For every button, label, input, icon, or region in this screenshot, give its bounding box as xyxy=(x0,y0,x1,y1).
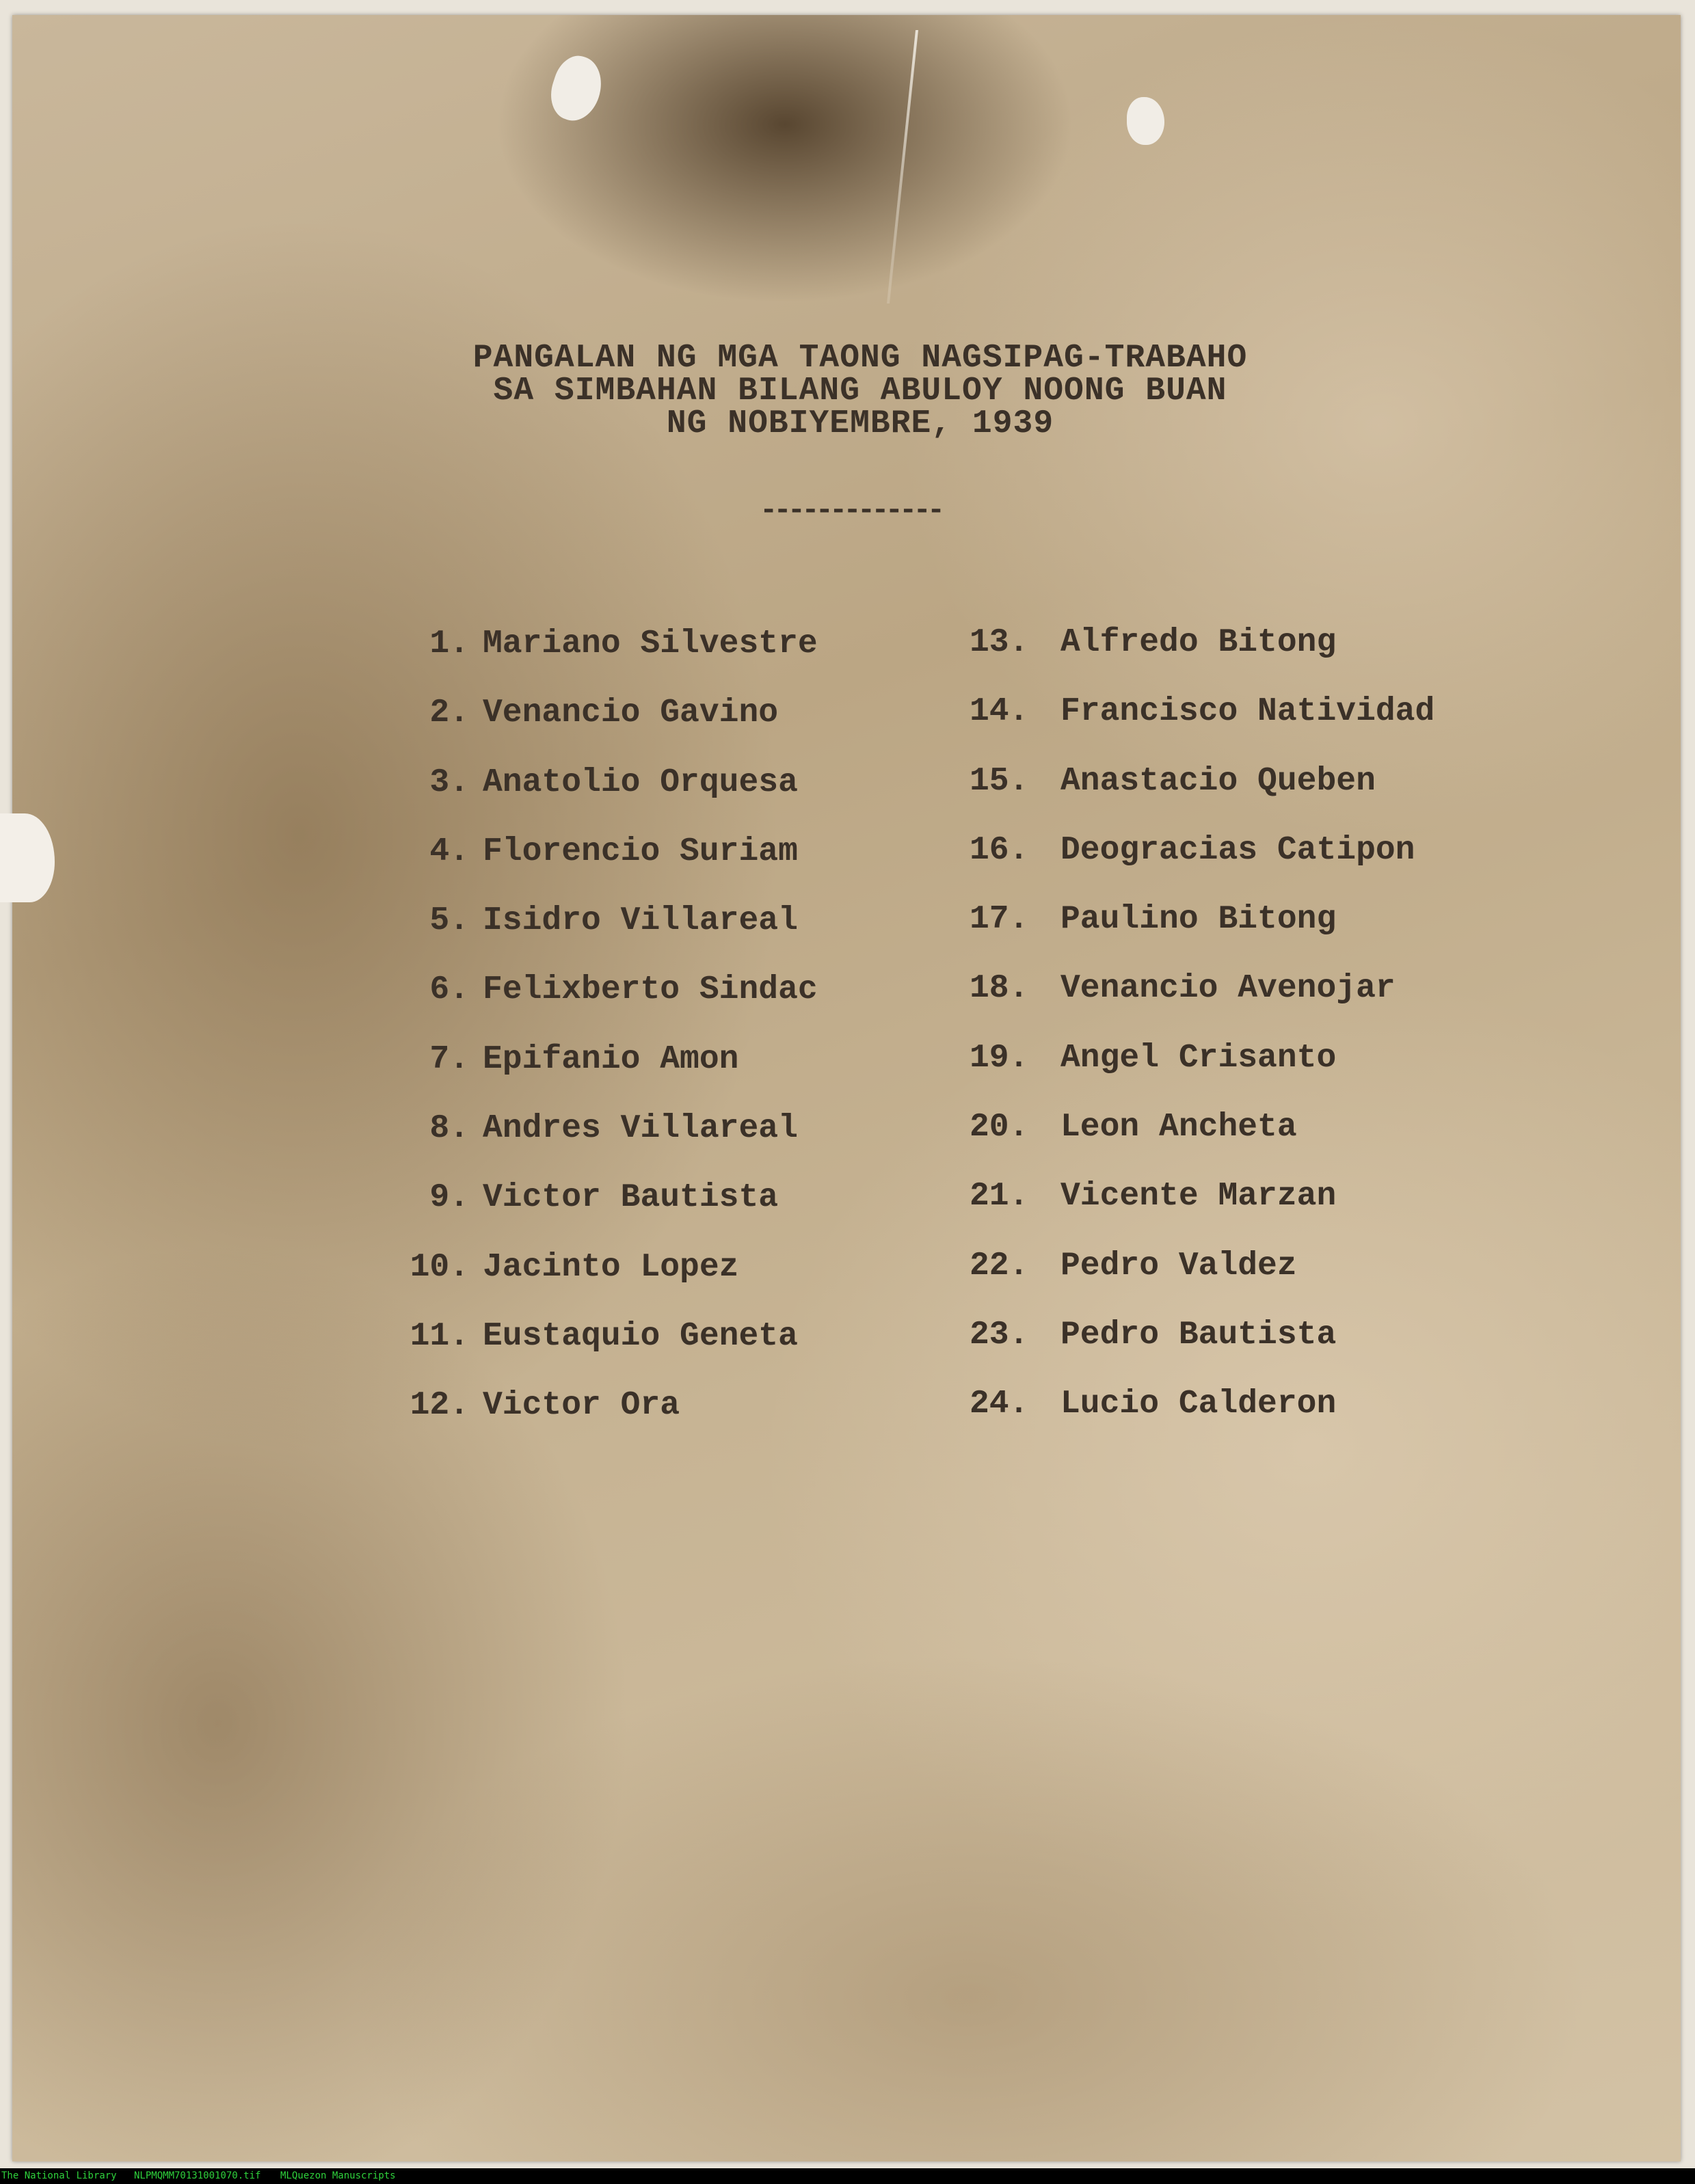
title-line: PANGALAN NG MGA TAONG NAGSIPAG-TRABAHO xyxy=(472,340,1248,377)
item-name: Isidro Villareal xyxy=(483,902,798,940)
item-name: Leon Ancheta xyxy=(1060,1109,1297,1146)
name-list-left xyxy=(387,617,879,1448)
item-name: Florencio Suriam xyxy=(483,833,798,870)
item-name: Anastacio Queben xyxy=(1060,762,1376,800)
item-number: 3. xyxy=(429,764,469,801)
item-number: 7. xyxy=(429,1040,469,1078)
list-item xyxy=(970,1377,1517,1446)
item-name: Pedro Valdez xyxy=(1060,1247,1297,1284)
title-underline-rule: ------------- xyxy=(760,494,942,528)
item-number: 20. xyxy=(970,1109,1029,1146)
item-name: Deogracias Catipon xyxy=(1060,831,1415,869)
item-name: Anatolio Orquesa xyxy=(483,764,798,801)
item-number: 21. xyxy=(970,1178,1029,1215)
punch-hole-right xyxy=(1127,97,1164,145)
item-name: Felixberto Sindac xyxy=(483,971,818,1009)
item-name: Jacinto Lopez xyxy=(483,1248,739,1286)
footer-file-name: NLPMQMM70131001070.tif xyxy=(134,2170,261,2181)
item-number: 6. xyxy=(429,971,469,1009)
list-item xyxy=(387,755,879,824)
item-number: 8. xyxy=(429,1110,469,1148)
list-item xyxy=(970,892,1517,961)
item-number: 5. xyxy=(429,902,469,940)
list-item xyxy=(387,893,879,962)
item-name: Francisco Natividad xyxy=(1060,693,1435,731)
list-item xyxy=(970,1100,1517,1169)
list-item xyxy=(970,754,1517,823)
item-name: Eustaquio Geneta xyxy=(483,1317,798,1355)
item-name: Andres Villareal xyxy=(483,1110,798,1148)
footer-collection-label: MLQuezon Manuscripts xyxy=(280,2170,396,2181)
item-name: Angel Crisanto xyxy=(1060,1039,1337,1077)
item-number: 13. xyxy=(970,624,1029,661)
item-number: 23. xyxy=(970,1316,1029,1353)
item-name: Mariano Silvestre xyxy=(483,625,818,662)
name-list-right xyxy=(970,615,1517,1446)
title-line: SA SIMBAHAN BILANG ABULOY NOONG BUAN xyxy=(493,373,1227,409)
item-name: Victor Ora xyxy=(483,1387,680,1425)
item-number: 11. xyxy=(410,1317,469,1355)
item-name: Victor Bautista xyxy=(483,1179,779,1217)
item-number: 14. xyxy=(970,693,1029,731)
list-item xyxy=(970,1169,1517,1238)
list-item xyxy=(387,1378,879,1447)
list-item xyxy=(970,823,1517,892)
item-name: Epifanio Amon xyxy=(483,1040,739,1078)
item-number: 12. xyxy=(410,1387,469,1425)
item-name: Vicente Marzan xyxy=(1060,1178,1337,1215)
item-number: 18. xyxy=(970,970,1029,1008)
list-item xyxy=(387,617,879,686)
item-number: 19. xyxy=(970,1039,1029,1077)
item-name: Venancio Avenojar xyxy=(1060,970,1396,1008)
item-number: 24. xyxy=(970,1386,1029,1423)
list-item xyxy=(387,686,879,755)
item-name: Paulino Bitong xyxy=(1060,901,1337,939)
punch-hole-left xyxy=(544,51,609,127)
item-number: 1. xyxy=(429,625,469,662)
item-number: 10. xyxy=(410,1248,469,1286)
list-item xyxy=(387,824,879,893)
footer-library-label: The National Library xyxy=(1,2170,117,2181)
list-item xyxy=(387,962,879,1032)
item-number: 17. xyxy=(970,901,1029,939)
item-name: Lucio Calderon xyxy=(1060,1386,1337,1423)
item-number: 2. xyxy=(429,695,469,732)
item-number: 9. xyxy=(429,1179,469,1217)
paper-sheet xyxy=(12,15,1681,2161)
list-item xyxy=(970,615,1517,684)
list-item xyxy=(970,1239,1517,1308)
scanner-footer xyxy=(0,2168,1695,2184)
item-name: Pedro Bautista xyxy=(1060,1316,1337,1353)
paper-crack xyxy=(887,30,918,304)
list-item xyxy=(387,1101,879,1170)
list-item xyxy=(970,1031,1517,1100)
list-item xyxy=(970,961,1517,1030)
item-name: Alfredo Bitong xyxy=(1060,624,1337,661)
list-item xyxy=(387,1309,879,1378)
item-name: Venancio Gavino xyxy=(483,695,779,732)
item-number: 22. xyxy=(970,1247,1029,1284)
list-item xyxy=(387,1032,879,1101)
document-title xyxy=(395,342,1325,440)
list-item xyxy=(970,684,1517,753)
list-item xyxy=(387,1240,879,1309)
item-number: 16. xyxy=(970,831,1029,869)
list-item xyxy=(387,1170,879,1239)
item-number: 4. xyxy=(429,833,469,870)
title-line: NG NOBIYEMBRE, 1939 xyxy=(666,405,1054,442)
item-number: 15. xyxy=(970,762,1029,800)
list-item xyxy=(970,1308,1517,1377)
